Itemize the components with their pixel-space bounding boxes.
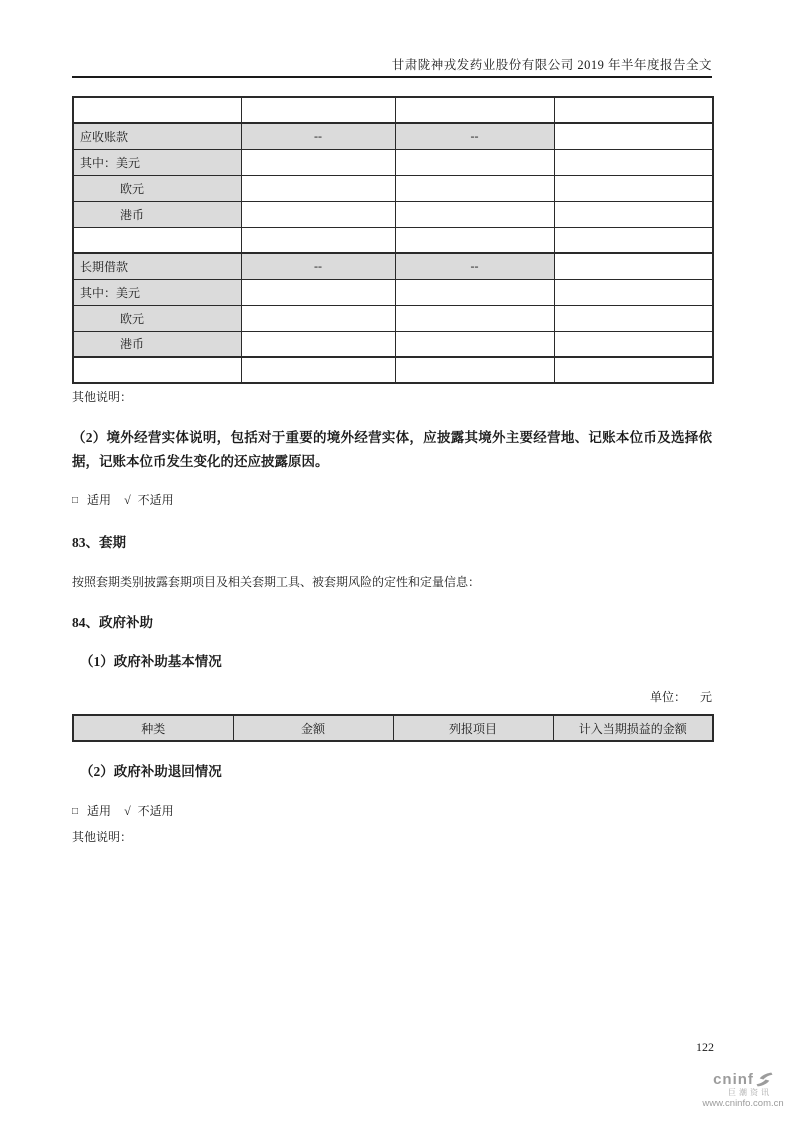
- row-label-cell: [73, 357, 241, 383]
- extra-cell: [554, 201, 713, 227]
- other-notes-label: 其他说明：: [72, 830, 133, 844]
- check-mark-icon: √: [124, 493, 131, 507]
- amount-cell: --: [241, 123, 395, 149]
- applicability-line: [72, 803, 712, 821]
- amount-cell: [241, 227, 395, 253]
- cninfo-logo-subtitle: 巨潮资讯: [728, 1088, 772, 1097]
- row-label-cell: 应收账款: [73, 123, 241, 149]
- section-84-heading: 84、政府补助: [72, 615, 153, 630]
- extra-cell: [554, 357, 713, 383]
- unit-value: 元: [699, 690, 712, 704]
- row-label-cell: 其中：美元: [73, 149, 241, 175]
- page-header-title: 甘肃陇神戎发药业股份有限公司 2019 年半年度报告全文: [72, 0, 712, 78]
- section-84-sub1-heading: （1）政府补助基本情况: [80, 654, 222, 669]
- column-header-type: 种类: [73, 715, 233, 741]
- amount-cell: [241, 97, 395, 123]
- extra-cell: [554, 149, 713, 175]
- row-label-cell: 欧元: [73, 305, 241, 331]
- table-row-eur: [73, 175, 713, 201]
- applicability-line: [72, 492, 712, 510]
- page-number: 122: [696, 1040, 714, 1054]
- not-applicable-label: 不适用: [137, 804, 174, 818]
- amount-cell: [395, 227, 554, 253]
- table-row-usd: [73, 279, 713, 305]
- table-row-long-term-loans: [73, 253, 713, 279]
- table-row: [73, 97, 713, 123]
- amount-cell: [395, 97, 554, 123]
- amount-cell: [395, 357, 554, 383]
- unit-label: 单位：: [649, 690, 686, 704]
- row-label-cell: 港币: [73, 331, 241, 357]
- column-header-amount: 金额: [233, 715, 393, 741]
- extra-cell: [554, 227, 713, 253]
- unit-line: [72, 689, 712, 705]
- amount-cell: --: [241, 253, 395, 279]
- amount-cell: [395, 149, 554, 175]
- table-row-accounts-receivable: [73, 123, 713, 149]
- extra-cell: [554, 175, 713, 201]
- amount-cell: [395, 331, 554, 357]
- extra-cell: [554, 331, 713, 357]
- amount-cell: --: [395, 123, 554, 149]
- cninfo-swoosh-icon: [756, 1071, 773, 1088]
- section-84-sub2-heading: （2）政府补助退回情况: [80, 764, 222, 779]
- cninfo-logo-word: cninf: [713, 1071, 754, 1088]
- amount-cell: [241, 149, 395, 175]
- amount-cell: [241, 201, 395, 227]
- other-notes-label: 其他说明：: [72, 390, 133, 404]
- row-label-cell: 港币: [73, 201, 241, 227]
- amount-cell: [241, 357, 395, 383]
- extra-cell: [554, 123, 713, 149]
- amount-cell: [395, 201, 554, 227]
- applicable-label: 适用: [87, 493, 112, 507]
- amount-cell: [241, 305, 395, 331]
- row-label-cell: 欧元: [73, 175, 241, 201]
- section-83-body: 按照套期类别披露套期项目及相关套期工具、被套期风险的定性和定量信息：: [72, 575, 481, 589]
- amount-cell: [241, 175, 395, 201]
- page-content: [72, 0, 712, 845]
- not-applicable-label: 不适用: [137, 493, 174, 507]
- row-label-cell: [73, 97, 241, 123]
- overseas-entities-paragraph: （2）境外经营实体说明，包括对于重要的境外经营实体，应披露其境外主要经营地、记账本位币及选择依据，记账本位币发生变化的还应披露原因。: [72, 430, 712, 469]
- table-row: [73, 227, 713, 253]
- column-header-item: 列报项目: [393, 715, 553, 741]
- amount-cell: [395, 305, 554, 331]
- table-row-hkd: [73, 201, 713, 227]
- extra-cell: [554, 97, 713, 123]
- subsidy-table-header-row: [73, 715, 713, 741]
- extra-cell: [554, 305, 713, 331]
- checkbox-icon: □: [72, 495, 79, 506]
- row-label-cell: 其中：美元: [73, 279, 241, 305]
- column-header-pl-amount: 计入当期损益的金额: [553, 715, 713, 741]
- table-row: [73, 357, 713, 383]
- cninfo-logo: [698, 1071, 788, 1109]
- check-mark-icon: √: [124, 804, 131, 818]
- extra-cell: [554, 253, 713, 279]
- amount-cell: [395, 175, 554, 201]
- row-label-cell: [73, 227, 241, 253]
- table-row-eur: [73, 305, 713, 331]
- amount-cell: --: [395, 253, 554, 279]
- amount-cell: [241, 331, 395, 357]
- table-row-hkd: [73, 331, 713, 357]
- cninfo-logo-url: www.cninfo.com.cn: [702, 1098, 784, 1109]
- extra-cell: [554, 279, 713, 305]
- cninfo-logo-top: [698, 1071, 788, 1088]
- applicable-label: 适用: [87, 804, 112, 818]
- section-83-heading: 83、套期: [72, 535, 126, 550]
- amount-cell: [395, 279, 554, 305]
- government-subsidy-table: [72, 714, 714, 742]
- table-row-usd: [73, 149, 713, 175]
- foreign-currency-table: [72, 96, 714, 384]
- row-label-cell: 长期借款: [73, 253, 241, 279]
- amount-cell: [241, 279, 395, 305]
- checkbox-icon: □: [72, 806, 79, 817]
